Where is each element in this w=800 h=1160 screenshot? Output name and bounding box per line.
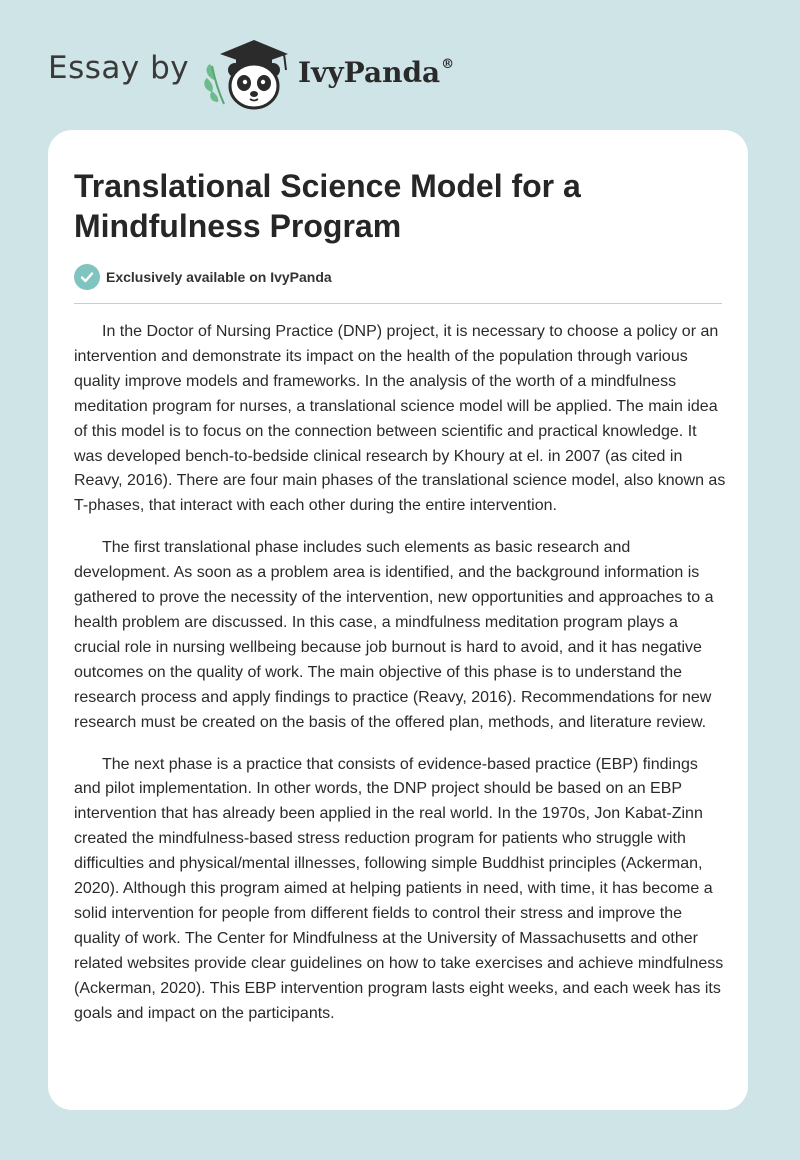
page-title: Translational Science Model for a Mindfulness Program (74, 168, 581, 244)
essay-body (74, 320, 726, 1043)
ivy-leaf-icon (204, 64, 224, 104)
site-header (0, 0, 800, 130)
essay-card (48, 130, 748, 1110)
paragraph: The first translational phase includes such elements as basic research and development. As soon as a problem area is identified, and the background information is gathered to prove the necessity of the intervention, new opportunities and approaches to a health problem are discussed. In this case, a mindfulness meditation program plays a crucial role in nursing wellbeing because job burnout is hard to avoid, and it has negative outcomes on the quality of work. The main objective of this phase is to understand the research process and apply findings to practice (Reavy, 2016). Recommendations for new research must be created on the basis of the offered plan, methods, and literature review. (74, 539, 714, 731)
essay-by-label: Essay by (48, 50, 190, 86)
brand-name[interactable] (298, 56, 454, 89)
exclusive-badge (74, 264, 332, 290)
panda-logo-icon[interactable] (200, 36, 296, 112)
registered-mark: ® (441, 56, 455, 72)
paragraph: In the Doctor of Nursing Practice (DNP) project, it is necessary to choose a policy or an intervention and demonstrate its impact on the health of the population through various quality improve models and frameworks. In the analysis of the worth of a mindfulness meditation program for nurses, a translational science model will be applied. The main idea of this model is to focus on the connection between scientific and practical knowledge. It was developed bench-to-bedside clinical research by Khoury at el. in 2007 (as cited in Reavy, 2016). There are four main phases of the translational science model, also known as T-phases, that interact with each other during the entire intervention. (74, 323, 726, 515)
divider (74, 303, 722, 304)
check-circle-icon (74, 264, 100, 290)
exclusive-badge-label: Exclusively available on IvyPanda (106, 269, 332, 285)
brand-label: IvyPanda (298, 56, 441, 89)
paragraph: The next phase is a practice that consists of evidence-based practice (EBP) findings and pilot implementation. In other words, the DNP project should be based on an EBP intervention that has already been applied in the real world. In the 1970s, Jon Kabat-Zinn created the mindfulness-based stress reduction program for patients who struggle with difficulties and physical/mental illnesses, following simple Buddhist principles (Ackerman, 2020). Although this program aimed at helping patients in need, with time, it has become a solid intervention for people from different fields to control their stress and improve the quality of work. The Center for Mindfulness at the University of Massachusetts and other related websites provide clear guidelines on how to take exercises and achieve mindfulness (Ackerman, 2020). This EBP intervention program lasts eight weeks, and each week has its goals and impact on the participants. (74, 755, 724, 1022)
